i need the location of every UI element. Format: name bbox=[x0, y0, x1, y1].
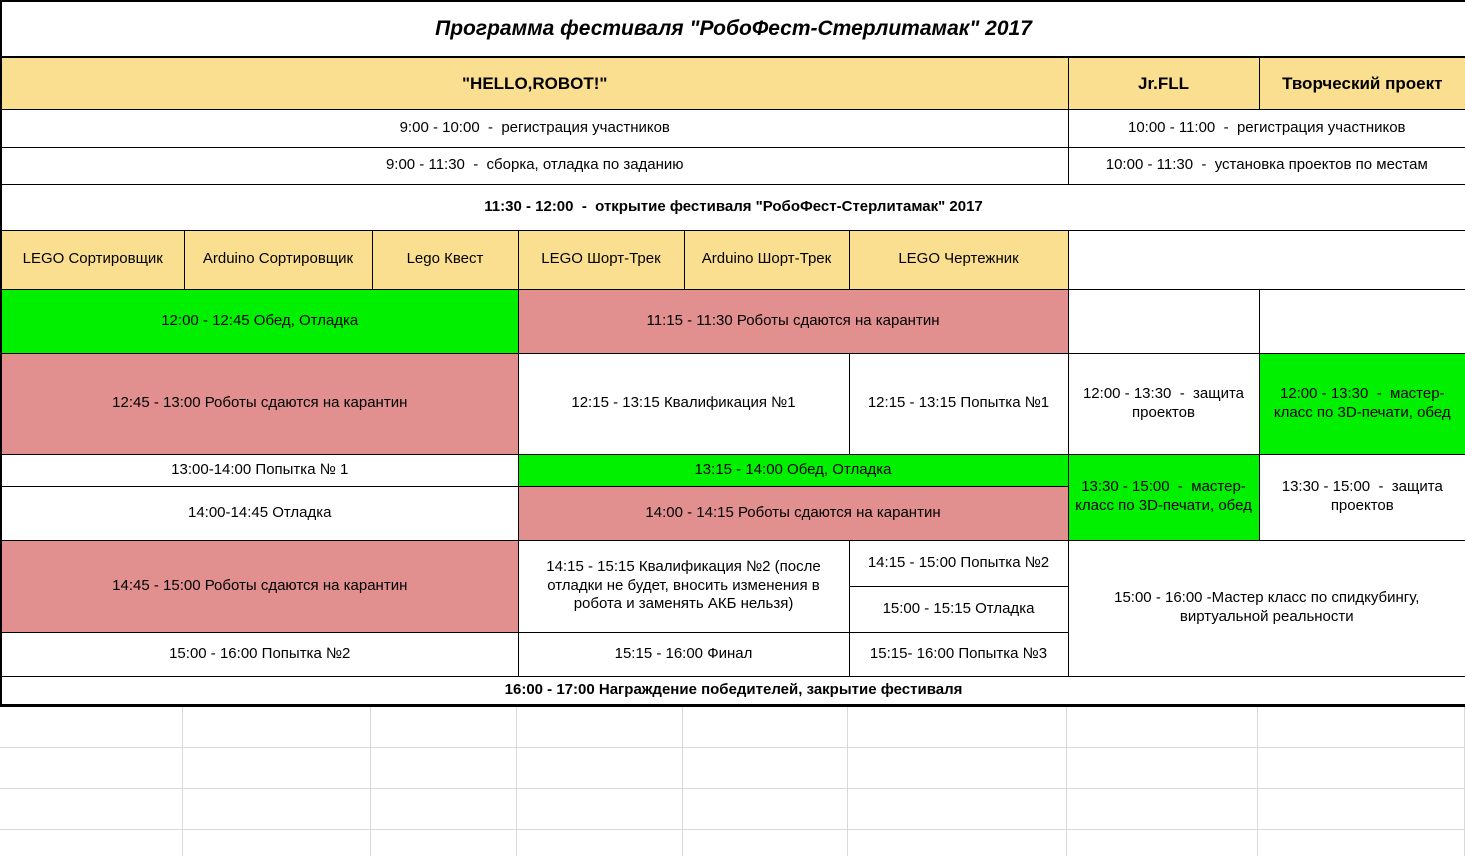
hello-robot-header: "HELLO,ROBOT!" bbox=[1, 57, 1068, 109]
empty-grid-cell bbox=[683, 748, 848, 789]
qualification-1-cell: 12:15 - 13:15 Квалификация №1 bbox=[518, 353, 849, 454]
jr-fll-header: Jr.FLL bbox=[1068, 57, 1259, 109]
track-header-arduino-shorttrack: Arduino Шорт-Трек bbox=[684, 230, 849, 289]
final-cell: 15:15 - 16:00 Финал bbox=[518, 632, 849, 676]
empty-grid-cell bbox=[0, 748, 183, 789]
empty-grid-cell bbox=[1258, 830, 1465, 856]
empty-grid-cell bbox=[683, 789, 848, 830]
empty-grid-cell bbox=[183, 789, 371, 830]
jr-defense-cell-1: 12:00 - 13:30 - защита проектов bbox=[1068, 353, 1259, 454]
speedcubing-masterclass-cell: 15:00 - 16:00 -Мастер класс по спидкубингу, виртуальной реальности bbox=[1068, 540, 1465, 676]
quarantine-cell-3: 14:00 - 14:15 Роботы сдаются на карантин bbox=[518, 486, 1068, 540]
empty-grid-cell bbox=[371, 748, 517, 789]
empty-grid-cell bbox=[1258, 748, 1465, 789]
empty-grid-cell bbox=[0, 707, 183, 748]
quarantine-cell-1: 11:15 - 11:30 Роботы сдаются на карантин bbox=[518, 289, 1068, 353]
chertezhnik-attempt-1-cell: 12:15 - 13:15 Попытка №1 bbox=[849, 353, 1068, 454]
assembly-debug-cell: 9:00 - 11:30 - сборка, отладка по заданию bbox=[1, 147, 1068, 184]
chertezhnik-attempt-2-cell: 14:15 - 15:00 Попытка №2 bbox=[849, 540, 1068, 586]
setup-projects-cell: 10:00 - 11:30 - установка проектов по местам bbox=[1068, 147, 1465, 184]
empty-grid-cell bbox=[0, 830, 183, 856]
empty-grid-cell bbox=[183, 830, 371, 856]
empty-grid-cell bbox=[517, 789, 683, 830]
opening-ceremony-cell: 11:30 - 12:00 - открытие фестиваля "РобоФест-Стерлитамак" 2017 bbox=[1, 184, 1465, 230]
empty-grid-cell bbox=[1258, 789, 1465, 830]
track-header-arduino-sorter: Arduino Сортировщик bbox=[184, 230, 372, 289]
chertezhnik-debug-cell: 15:00 - 15:15 Отладка bbox=[849, 586, 1068, 632]
quarantine-cell-4: 14:45 - 15:00 Роботы сдаются на карантин bbox=[1, 540, 518, 632]
sheet-title: Программа фестиваля "РобоФест-Стерлитамак" 2017 bbox=[1, 1, 1465, 57]
empty-grid-cell bbox=[1067, 707, 1258, 748]
empty-grid-cell bbox=[683, 707, 848, 748]
track-header-lego-quest: Lego Квест bbox=[372, 230, 518, 289]
empty-grid-cell bbox=[1067, 748, 1258, 789]
empty-grid-cell bbox=[517, 707, 683, 748]
chertezhnik-attempt-3-cell: 15:15- 16:00 Попытка №3 bbox=[849, 632, 1068, 676]
empty-grid-cell bbox=[371, 830, 517, 856]
empty-grid-cell bbox=[371, 707, 517, 748]
empty-grid-cell bbox=[848, 707, 1067, 748]
debug-cell-1: 14:00-14:45 Отладка bbox=[1, 486, 518, 540]
qualification-2-cell: 14:15 - 15:15 Квалификация №2 (после отладки не будет, вносить изменения в робота и заменять АКБ нельзя) bbox=[518, 540, 849, 632]
quarantine-cell-2: 12:45 - 13:00 Роботы сдаются на карантин bbox=[1, 353, 518, 454]
empty-grid-cell bbox=[848, 789, 1067, 830]
empty-grid-cell bbox=[1258, 707, 1465, 748]
attempt-2-cell: 15:00 - 16:00 Попытка №2 bbox=[1, 632, 518, 676]
jr-masterclass-cell: 13:30 - 15:00 - мастер-класс по 3D-печати, обед bbox=[1068, 454, 1259, 540]
creative-masterclass-cell: 12:00 - 13:30 - мастер-класс по 3D-печати, обед bbox=[1259, 353, 1465, 454]
empty-cell bbox=[1068, 230, 1465, 289]
track-header-lego-sorter: LEGO Сортировщик bbox=[1, 230, 184, 289]
registration-jr-cell: 10:00 - 11:00 - регистрация участников bbox=[1068, 109, 1465, 147]
empty-grid-cell bbox=[517, 830, 683, 856]
empty-grid-cell bbox=[0, 789, 183, 830]
empty-cell bbox=[1259, 289, 1465, 353]
empty-grid-cell bbox=[517, 748, 683, 789]
creative-project-header: Творческий проект bbox=[1259, 57, 1465, 109]
creative-defense-cell: 13:30 - 15:00 - защита проектов bbox=[1259, 454, 1465, 540]
empty-grid-cell bbox=[371, 789, 517, 830]
lunch-debug-cell-2: 13:15 - 14:00 Обед, Отладка bbox=[518, 454, 1068, 486]
empty-spreadsheet-grid bbox=[0, 707, 1465, 856]
awards-cell: 16:00 - 17:00 Награждение победителей, закрытие фестиваля bbox=[1, 676, 1465, 705]
empty-grid-cell bbox=[848, 748, 1067, 789]
empty-grid-cell bbox=[1067, 830, 1258, 856]
track-header-lego-shorttrack: LEGO Шорт-Трек bbox=[518, 230, 684, 289]
empty-grid-cell bbox=[183, 748, 371, 789]
lunch-debug-cell-1: 12:00 - 12:45 Обед, Отладка bbox=[1, 289, 518, 353]
attempt-1-cell: 13:00-14:00 Попытка № 1 bbox=[1, 454, 518, 486]
empty-cell bbox=[1068, 289, 1259, 353]
empty-grid-cell bbox=[848, 830, 1067, 856]
track-header-lego-chertezhnik: LEGO Чертежник bbox=[849, 230, 1068, 289]
empty-grid-cell bbox=[683, 830, 848, 856]
empty-grid-cell bbox=[1067, 789, 1258, 830]
empty-grid-cell bbox=[183, 707, 371, 748]
registration-hello-cell: 9:00 - 10:00 - регистрация участников bbox=[1, 109, 1068, 147]
